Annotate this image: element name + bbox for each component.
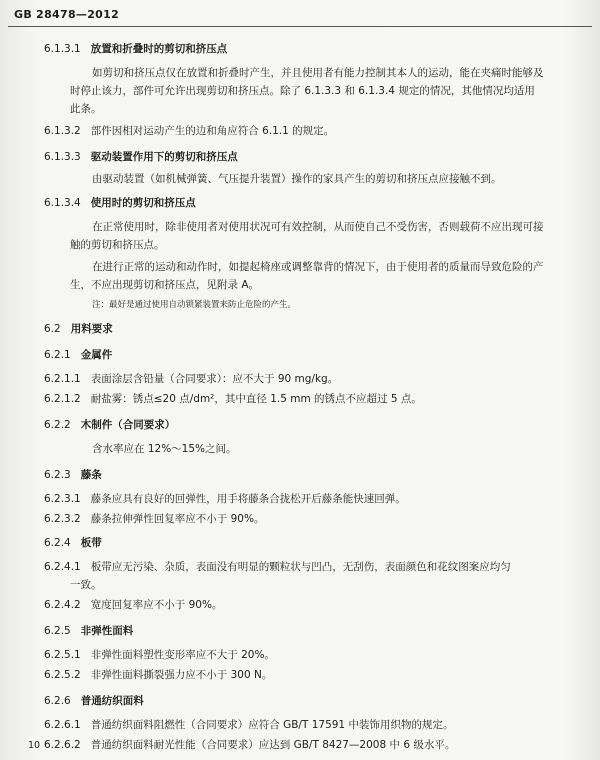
heading-6-2-4: 6.2.4 板带: [44, 537, 102, 549]
heading-6-2-3: 6.2.3 藤条: [44, 469, 102, 481]
document-header-id: GB 28478—2012: [14, 8, 120, 21]
paragraph-line: 含水率应在 12%～15%之间。: [92, 443, 237, 455]
heading-6-2: 6.2 用料要求: [44, 323, 113, 335]
paragraph-line: 一致。: [70, 579, 102, 591]
clause-6-2-6-1: 6.2.6.1 普通纺织面料阻燃性（合同要求）应符合 GB/T 17591 中装饰用织物的规定。: [44, 719, 454, 731]
heading-6-1-3-3: 6.1.3.3 驱动装置作用下的剪切和挤压点: [44, 151, 238, 163]
heading-6-2-5: 6.2.5 非弹性面料: [44, 625, 134, 637]
paragraph-line: 在进行正常的运动和动作时，如提起椅座或调整靠背的情况下，由于使用者的质量而导致危险的产: [92, 261, 544, 273]
paragraph-line: 生，不应出现剪切和挤压点，见附录 A。: [70, 279, 260, 291]
clause-6-2-1-2: 6.2.1.2 耐盐雾：锈点≤20 点/dm²，其中直径 1.5 mm 的锈点不应超过 5 点。: [44, 393, 422, 405]
heading-6-2-2: 6.2.2 木制件（合同要求）: [44, 419, 176, 431]
note-line: 注：最好是通过使用自动锁紧装置来防止危险的产生。: [92, 300, 297, 310]
clause-6-2-1-1: 6.2.1.1 表面涂层含铅量（合同要求）：应不大于 90 mg/kg。: [44, 373, 339, 385]
clause-6-2-5-1: 6.2.5.1 非弹性面料塑性变形率应不大于 20%。: [44, 649, 275, 661]
paragraph-line: 时停止该力，部件可允许出现剪切和挤压点。除了 6.1.3.3 和 6.1.3.4 规定的情况，其他情况均适用: [70, 85, 535, 97]
paragraph-line: 触的剪切和挤压点。: [70, 239, 165, 251]
clause-6-2-6-2: 6.2.6.2 普通纺织面料耐光性能（合同要求）应达到 GB/T 8427—2008 中 6 级水平。: [44, 739, 456, 751]
clause-6-2-3-2: 6.2.3.2 藤条拉伸弹性回复率应不小于 90%。: [44, 513, 265, 525]
clause-6-2-5-2: 6.2.5.2 非弹性面料撕裂强力应不小于 300 N。: [44, 669, 273, 681]
heading-6-2-6: 6.2.6 普通纺织面料: [44, 695, 144, 707]
clause-6-1-3-2: 6.1.3.2 部件因相对运动产生的边和角应符合 6.1.1 的规定。: [44, 125, 335, 137]
heading-6-1-3-1: 6.1.3.1 放置和折叠时的剪切和挤压点: [44, 43, 228, 55]
header-rule: [8, 26, 592, 27]
heading-6-2-1: 6.2.1 金属件: [44, 349, 113, 361]
paragraph-line: 如剪切和挤压点仅在放置和折叠时产生，并且使用者有能力控制其本人的运动，能在夹痛时能够及: [92, 67, 544, 79]
clause-6-2-3-1: 6.2.3.1 藤条应具有良好的回弹性，用手将藤条合拢松开后藤条能快速回弹。: [44, 493, 406, 505]
paragraph-line: 由驱动装置（如机械弹簧、气压提升装置）操作的家具产生的剪切和挤压点应接触不到。: [92, 173, 502, 185]
paragraph-line: 在正常使用时，除非使用者对使用状况可有效控制，从而使自己不受伤害，否则载荷不应出现可接: [92, 221, 544, 233]
clause-6-2-4-1: 6.2.4.1 板带应无污染、杂质，表面没有明显的颗粒状与凹凸，无刮伤，表面颜色和花纹图案应均匀: [44, 561, 511, 573]
page-number: 10: [28, 740, 41, 751]
paragraph-line: 此条。: [70, 103, 102, 115]
clause-6-2-4-2: 6.2.4.2 宽度回复率应不小于 90%。: [44, 599, 223, 611]
heading-6-1-3-4: 6.1.3.4 使用时的剪切和挤压点: [44, 197, 196, 209]
